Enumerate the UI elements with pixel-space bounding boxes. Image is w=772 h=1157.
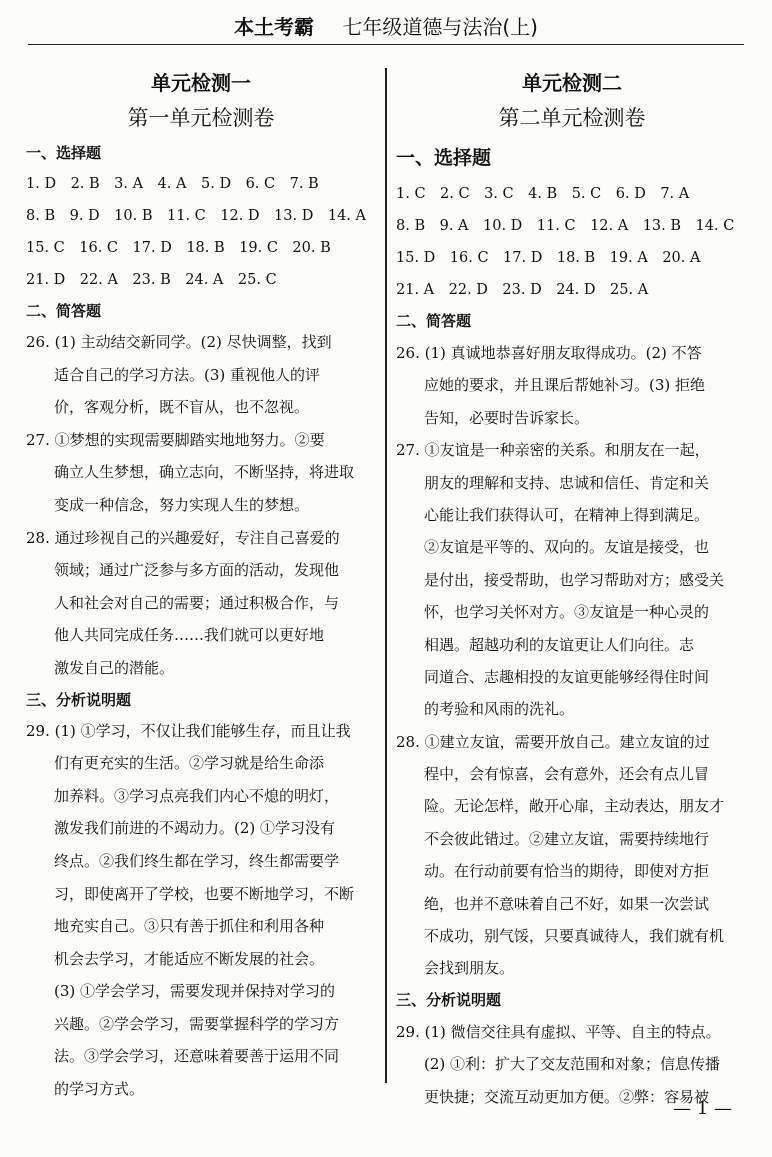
answer-line: 28. ①建立友谊，需要开放自己。建立友谊的过 xyxy=(396,732,710,751)
section-heading: 三、分析说明题 xyxy=(396,990,502,1009)
section-heading: 三、分析说明题 xyxy=(26,690,132,709)
answer-line: 变成一种信念，努力实现人生的梦想。 xyxy=(54,495,310,514)
mcq-row: 1. C 2. C 3. C 4. B 5. C 6. D 7. A xyxy=(396,186,690,202)
answer-line: 更快捷；交流互动更加方便。②弊：容易被 xyxy=(424,1087,710,1106)
answer-line: 适合自己的学习方法。(3) 重视他人的评 xyxy=(54,365,321,384)
mcq-row: 21. A 22. D 23. D 24. D 25. A xyxy=(396,282,649,298)
section-heading: 二、简答题 xyxy=(26,302,102,320)
answer-line: 26. (1) 真诚地恭喜好朋友取得成功。(2) 不答 xyxy=(396,344,702,362)
answer-line: 们有更充实的生活。②学习就是给生命添 xyxy=(54,754,325,773)
sub-title-left: 第一单元检测卷 xyxy=(127,106,275,130)
answer-line: 不成功，别气馁，只要真诚待人，我们就有机 xyxy=(424,927,725,946)
answer-line: ②友谊是平等的、双向的。友谊是接受，也 xyxy=(424,538,710,557)
section-heading: 二、简答题 xyxy=(396,312,472,330)
unit-title-right: 单元检测二 xyxy=(522,71,622,95)
answer-line: 29. (1) 微信交往具有虚拟、平等、自主的特点。 xyxy=(396,1022,721,1041)
mcq-row: 8. B 9. D 10. B 11. C 12. D 13. D 14. A xyxy=(26,208,366,224)
answer-line: 激发自己的潜能。 xyxy=(54,658,175,677)
answer-line: 兴趣。②学会学习，需要掌握科学的学习方 xyxy=(54,1014,340,1033)
answer-line: 相遇。超越功利的友谊更让人们向往。志 xyxy=(424,635,695,654)
answer-line: 险。无论怎样，敞开心扉，主动表达，朋友才 xyxy=(424,797,725,816)
book-title: 七年级道德与法治(上) xyxy=(342,15,538,39)
mcq-row: 1. D 2. B 3. A 4. A 5. D 6. C 7. B xyxy=(26,176,319,192)
answer-line: 动。在行动前要有恰当的期待，即使对方拒 xyxy=(424,862,710,881)
page-header xyxy=(28,10,744,45)
left-column xyxy=(26,68,376,1106)
answer-line: 价，客观分析，既不盲从，也不忽视。 xyxy=(54,398,310,417)
answer-line: 激发我们前进的不竭动力。(2) ①学习没有 xyxy=(54,819,336,838)
answer-line: 确立人生梦想，确立志向，不断坚持，将进取 xyxy=(54,463,355,482)
answer-line: 同道合、志趣相投的友谊更能够经得住时间 xyxy=(424,667,710,686)
sub-title-right: 第二单元检测卷 xyxy=(498,106,646,130)
section-heading: 一、选择题 xyxy=(26,144,102,162)
answer-line: 加养料。③学习点亮我们内心不熄的明灯， xyxy=(54,786,340,805)
mcq-row: 8. B 9. A 10. D 11. C 12. A 13. B 14. C xyxy=(396,218,735,234)
answer-line: 的考验和风雨的洗礼。 xyxy=(424,700,575,719)
right-column xyxy=(396,68,748,1113)
answer-line: 应她的要求，并且课后帮她补习。(3) 拒绝 xyxy=(424,376,706,395)
answer-line: 怀，也学习关怀对方。③友谊是一种心灵的 xyxy=(424,603,710,622)
answer-line: 法。③学会学习，还意味着要善于运用不同 xyxy=(54,1047,340,1066)
answer-line: 程中，会有惊喜，会有意外，还会有点儿冒 xyxy=(424,765,710,784)
page-number: — 1 — xyxy=(673,1098,732,1119)
answer-line: 绝，也并不意味着自己不好，如果一次尝试 xyxy=(424,894,710,913)
answer-line: 心能让我们获得认可，在精神上得到满足。 xyxy=(424,505,710,524)
answer-line: 朋友的理解和支持、忠诚和信任、肯定和关 xyxy=(424,473,710,492)
answer-line: 告知，必要时告诉家长。 xyxy=(424,408,590,427)
answer-line: 终点。②我们终生都在学习，终生都需要学 xyxy=(54,851,340,870)
answer-line: 27. ①友谊是一种亲密的关系。和朋友在一起， xyxy=(396,441,710,460)
mcq-row: 15. C 16. C 17. D 18. B 19. C 20. B xyxy=(26,240,331,256)
answer-line: 29. (1) ①学习，不仅让我们能够生存，而且让我 xyxy=(26,721,351,740)
answer-line: 27. ①梦想的实现需要脚踏实地地努力。②要 xyxy=(26,430,325,449)
answer-line: 28. 通过珍视自己的兴趣爱好，专注自己喜爱的 xyxy=(26,528,340,547)
answer-line: 他人共同完成任务……我们就可以更好地 xyxy=(54,626,325,645)
answer-line: 是付出，接受帮助，也学习帮助对方；感受关 xyxy=(424,570,725,589)
mcq-row: 21. D 22. A 23. B 24. A 25. C xyxy=(26,272,277,288)
answer-line: 会找到朋友。 xyxy=(424,959,515,978)
answer-line: 机会去学习，才能适应不断发展的社会。 xyxy=(54,949,325,968)
answer-line: 地充实自己。③只有善于抓住和利用各种 xyxy=(54,917,325,936)
unit-title-left: 单元检测一 xyxy=(151,71,251,95)
column-divider xyxy=(385,68,387,1083)
answer-line: (3) ①学会学习，需要发现并保持对学习的 xyxy=(54,982,336,1001)
answer-line: 习，即使离开了学校，也要不断地学习，不断 xyxy=(54,884,355,903)
brand-title: 本土考霸 xyxy=(234,15,315,39)
answer-line: (2) ①利：扩大了交友范围和对象；信息传播 xyxy=(424,1055,721,1074)
answer-line: 人和社会对自己的需要；通过积极合作，与 xyxy=(54,593,340,612)
mcq-row: 15. D 16. C 17. D 18. B 19. A 20. A xyxy=(396,250,701,266)
answer-line: 的学习方式。 xyxy=(54,1080,145,1099)
answer-line: 不会彼此错过。②建立友谊，需要持续地行 xyxy=(424,829,710,848)
answer-line: 领域；通过广泛参与多方面的活动，发现他 xyxy=(54,561,340,580)
section-heading: 一、选择题 xyxy=(396,147,492,169)
answer-line: 26. (1) 主动结交新同学。(2) 尽快调整，找到 xyxy=(26,333,332,351)
